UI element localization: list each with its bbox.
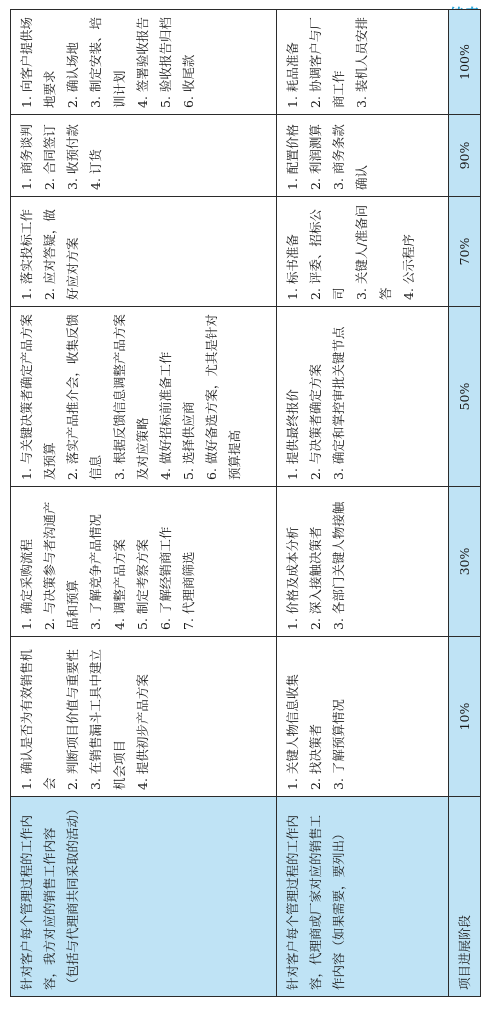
- sales-process-table: [10, 9, 481, 997]
- list-item: 2. 深入接触决策者: [308, 526, 324, 630]
- stage-10-label: 10%: [449, 637, 481, 797]
- list-item: 2. 确认场地: [65, 42, 81, 108]
- table-row-stage: [449, 10, 481, 997]
- table-row-our-sales-work: [11, 10, 277, 997]
- list-item: 1. 价格及成本分析: [285, 526, 300, 630]
- cell-stage-30-partner-work: [277, 487, 449, 637]
- list-item: 2. 与决策者确定方案: [308, 364, 324, 480]
- list-item: 4. 调整产品方案: [111, 539, 127, 630]
- cell-stage-90-our-work: [11, 115, 277, 197]
- list-item: 3. 了解竞争产品情况: [88, 514, 104, 630]
- cell-stage-90-partner-work: [277, 115, 449, 197]
- cell-stage-50-our-work: [11, 307, 277, 487]
- row-header-our-sales-work: 针对客户每个管理过程的工作内容，我方对应的销售工作内容（包括与代理商共同采取的活动）: [11, 797, 277, 997]
- row-header-stage: 项目进展阶段: [449, 797, 481, 997]
- list-item: 6. 做好备选方案，尤其是针对预算提高: [204, 314, 243, 480]
- cell-stage-70-our-work: [11, 197, 277, 307]
- list-item: 5. 选择供应商: [180, 401, 196, 480]
- list-item: 3. 商务条款确认: [331, 124, 370, 190]
- list-item: 4. 签署验收报告: [134, 17, 150, 108]
- cell-stage-10-partner-work: [277, 637, 449, 797]
- sales-process-table-rotated: [10, 10, 480, 997]
- list-item: 1. 耗品准备: [285, 42, 300, 108]
- list-item: 1. 标书准备: [285, 234, 300, 300]
- list-item: 7. 代理商筛选: [180, 551, 196, 630]
- stage-100-label: 100%: [449, 10, 481, 115]
- list-item: 6. 收尾款: [180, 54, 196, 108]
- list-item: 6. 了解经销商工作: [157, 526, 173, 630]
- cell-stage-100-our-work: [11, 10, 277, 115]
- list-item: 2. 与决策参与者沟通产品和预算: [42, 501, 81, 630]
- stage-70-label: 70%: [449, 197, 481, 307]
- list-item: 2. 评委、招标公司: [308, 209, 347, 300]
- stage-90-label: 90%: [449, 115, 481, 197]
- list-item: 1. 与关键决策者确定产品方案及预算: [19, 314, 58, 480]
- list-item: 3. 收预付款: [65, 124, 81, 190]
- cell-stage-50-partner-work: [277, 307, 449, 487]
- list-item: 3. 制定安装、培训计划: [88, 17, 127, 108]
- list-item: 4. 订货: [88, 149, 104, 190]
- list-item: 1. 提供最终报价: [285, 389, 300, 480]
- list-item: 1. 配置价格: [285, 124, 300, 190]
- stage-30-label: 30%: [449, 487, 481, 637]
- list-item: 2. 合同签订: [42, 124, 58, 190]
- list-item: 3. 装机人员安排: [354, 17, 370, 108]
- list-item: 1. 向客户提供场地要求: [19, 17, 58, 108]
- list-item: 4. 提供初步产品方案: [134, 674, 150, 790]
- list-item: 2. 应对答疑，做好应对方案: [42, 209, 81, 300]
- cell-stage-10-our-work: [11, 637, 277, 797]
- list-item: 1. 确定采购流程: [19, 539, 34, 630]
- list-item: 3. 根据反馈信息调整产品方案及对应策略: [111, 314, 150, 480]
- list-item: 3. 关键人/准备问答: [354, 204, 393, 300]
- list-item: 5. 制定考察方案: [134, 539, 150, 630]
- list-item: 4. 做好招标前准备工作: [157, 351, 173, 480]
- list-item: 3. 确定和掌控审批关键节点: [331, 326, 347, 480]
- list-item: 4. 公示程序: [400, 234, 416, 300]
- list-item: 3. 了解预算情况: [331, 699, 347, 790]
- list-item: 3. 在销售漏斗工具中建立机会项目: [88, 649, 127, 790]
- list-item: 2. 落实产品推介会，收集反馈信息: [65, 314, 104, 480]
- list-item: 2. 利润测算: [308, 124, 324, 190]
- cell-stage-30-our-work: [11, 487, 277, 637]
- list-item: 2. 判断项目价值与重要性: [65, 649, 81, 790]
- stage-50-label: 50%: [449, 307, 481, 487]
- list-item: 3. 各部门关键人物接触: [331, 501, 347, 630]
- list-item: 5. 验收报告归档: [157, 17, 173, 108]
- row-header-partner-work: 针对客户每个管理过程的工作内容，代理商或厂家对应的销售工作内容（如果需要，要列出）: [277, 797, 449, 997]
- list-item: 2. 协调客户与厂商工作: [308, 17, 347, 108]
- list-item: 1. 商务谈判: [19, 124, 34, 190]
- cell-stage-100-partner-work: [277, 10, 449, 115]
- list-item: 1. 落实投标工作: [19, 209, 34, 300]
- table-row-partner-work: [277, 10, 449, 997]
- list-item: 1. 关键人物信息收集: [285, 674, 300, 790]
- cell-stage-70-partner-work: [277, 197, 449, 307]
- list-item: 1. 确认是否为有效销售机会: [19, 649, 58, 790]
- list-item: 2. 找决策者: [308, 724, 324, 790]
